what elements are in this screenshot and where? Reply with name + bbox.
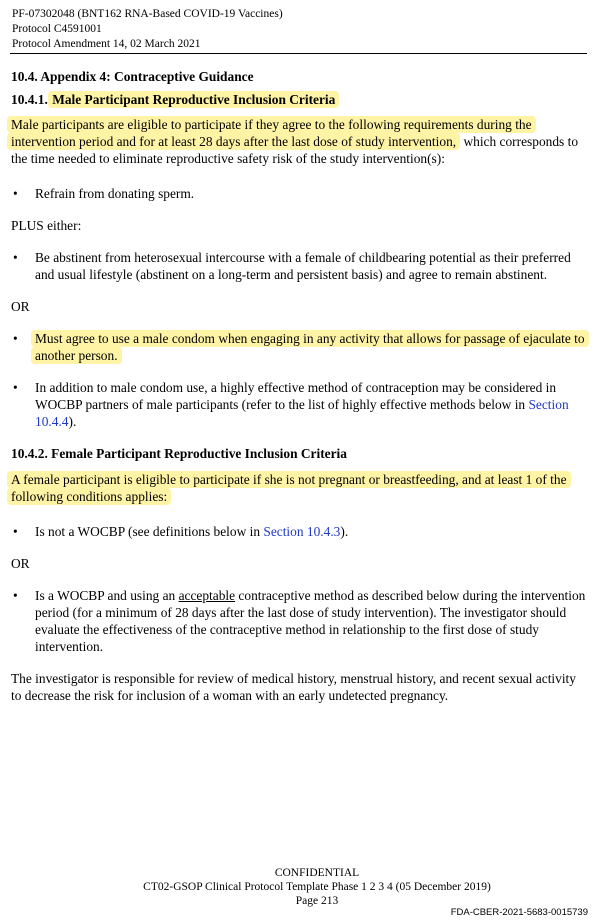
list-item-text: Is not a WOCBP (see definitions below in — [35, 524, 264, 539]
investigator-paragraph: The investigator is responsible for review of medical history, menstrual history, and recent sexual activity to decrease the risk for inclusion of a woman with an early undetected pregnancy. — [11, 671, 576, 703]
list-item — [11, 587, 589, 655]
list-item-text: ). — [340, 524, 349, 539]
list-item-text: contraceptive method as described below during the intervention period (for a minimum of 28 days after the last dose of study intervention). The investigator should evaluate the effectiveness of the contraceptive method in relationship to the first dose of study intervention. — [35, 588, 586, 654]
bullet-icon: • — [13, 186, 18, 201]
section-heading-10-4-2: 10.4.2. Female Participant Reproductive Inclusion Criteria — [11, 446, 347, 461]
document-body — [11, 66, 589, 704]
confidential-label: CONFIDENTIAL — [274, 867, 360, 879]
section-number: 10.4.1. — [11, 92, 48, 107]
list-item-text: In addition to male condom use, a highly effective method of contraception may be considered in WOCBP partners of male participants (refer to the list of highly effective methods below in — [35, 380, 557, 412]
template-label: CT02-GSOP Clinical Protocol Template Phase 1 2 3 4 (05 December 2019) — [143, 881, 491, 893]
header-protocol: Protocol C4591001 — [12, 23, 102, 35]
list-item-text: Refrain from donating sperm. — [35, 186, 195, 201]
paragraph-text: which corresponds to the time needed to eliminate reproductive safety risk of the study intervention(s): — [11, 134, 579, 166]
bullet-icon: • — [13, 380, 18, 395]
list-item-text: Be abstinent from heterosexual intercourse with a female of childbearing potential as their preferred and usual lifestyle (abstinent on a long-term and persistent basis) and agree to remain abstinent. — [35, 250, 571, 282]
section-heading-10-4-1 — [11, 91, 589, 108]
or-label: OR — [11, 299, 30, 314]
list-item — [11, 523, 589, 540]
or-label: OR — [11, 556, 30, 571]
male-criteria-paragraph — [11, 116, 589, 167]
underlined-term: acceptable — [178, 588, 236, 603]
list-item — [11, 330, 589, 364]
list-item-text: Is a WOCBP and using an — [35, 588, 179, 603]
running-header — [12, 7, 586, 52]
female-criteria-paragraph — [11, 471, 589, 505]
header-amendment: Protocol Amendment 14, 02 March 2021 — [12, 38, 201, 50]
bullet-icon: • — [13, 331, 18, 346]
bullet-icon: • — [13, 524, 18, 539]
list-item — [11, 249, 589, 283]
section-heading-10-4: 10.4. Appendix 4: Contraceptive Guidance — [11, 69, 254, 84]
bullet-icon: • — [13, 588, 18, 603]
header-product: PF-07302048 (BNT162 RNA-Based COVID-19 Vaccines) — [12, 8, 283, 20]
bates-stamp: FDA-CBER-2021-5683-0015739 — [450, 907, 588, 918]
section-10-4-3-link[interactable]: Section 10.4.3 — [263, 524, 341, 539]
bullet-icon: • — [13, 250, 18, 265]
list-item-text: ). — [68, 414, 77, 429]
list-item — [11, 185, 589, 202]
section-10-4-4-link[interactable]: Section 10.4.4 — [35, 397, 569, 429]
header-rule — [10, 53, 587, 54]
highlighted-section-title: Male Participant Reproductive Inclusion Criteria — [48, 91, 339, 108]
page-footer — [0, 866, 600, 908]
highlighted-text: Must agree to use a male condom when engaging in any activity that allows for passage of ejaculate to another person. — [31, 330, 589, 364]
highlighted-text: A female participant is eligible to participate if she is not pregnant or breastfeeding, and at least 1 of the following conditions applies: — [7, 471, 571, 505]
list-item — [11, 379, 589, 430]
page-number: Page 213 — [295, 895, 339, 907]
plus-either-label: PLUS either: — [11, 218, 82, 233]
highlighted-text: Male participants are eligible to participate if they agree to the following requirements during the intervention period and for at least 28 days after the last dose of study intervention, — [7, 116, 536, 150]
